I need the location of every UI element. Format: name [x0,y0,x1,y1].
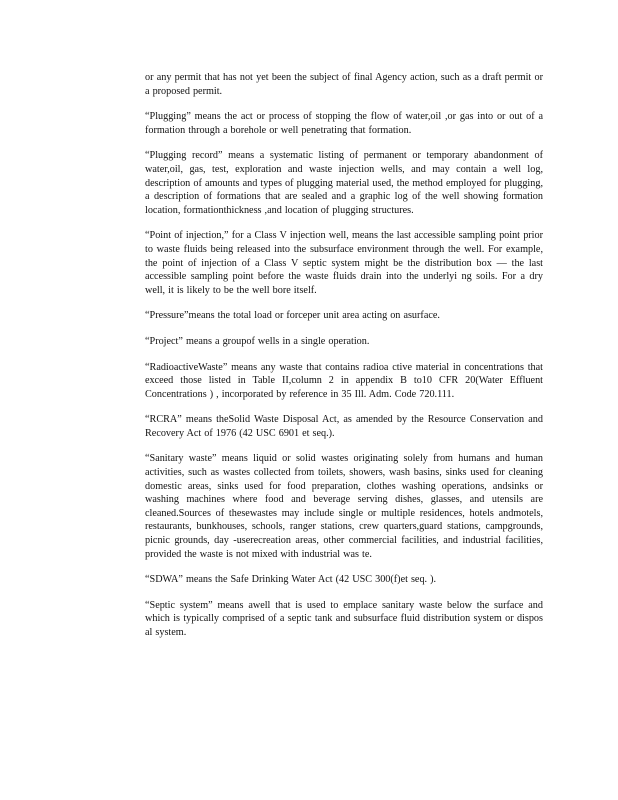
definition-plugging-record: “Plugging record” means a systematic listing of permanent or temporary abandonment of water,oil, gas, test, exploration and waste injection wells, and may contain a well log, description of amounts and types of plugging material used, the method employed for plugging, a description of formations that are sealed and a graphic log of the well showing formation location, formationthickness ,and location of plugging structures. [145,150,543,216]
definition-sanitary-waste: “Sanitary waste” means liquid or solid wastes originating solely from humans and human activities, such as wastes collected from toilets, showers, wash basins, sinks used for cleaning domestic areas, sinks used for food preparation, clothes washing operations, andsinks or washing machines where food and beverage serving dishes, glasses, and utensils are cleaned.Sources of thesewastes may include single or multiple residences, hotels andmotels, restaurants, bunkhouses, schools, ranger stations, crew quarters,guard stations, campgrounds, picnic grounds, day -userecreation areas, other commercial facilities, and industrial facilities, provided the waste is not mixed with industrial was te. [145,453,543,560]
definition-septic-system: “Septic system” means awell that is used to emplace sanitary waste below the surface and which is typically comprised of a septic tank and subsurface fluid distribution system or dispos al system. [145,599,543,638]
definition-plugging: “Plugging” means the act or process of stopping the flow of water,oil ,or gas into or out of a formation through a borehole or well penetrating that formation. [145,111,543,136]
definition-project: “Project” means a groupof wells in a single operation. [145,335,370,347]
definition-pressure: “Pressure”means the total load or forceper unit area acting on asurface. [145,310,440,322]
definitions-body [145,71,543,652]
definition-point-of-injection: “Point of injection,” for a Class V injection well, means the last accessible sampling point prior to waste fluids being released into the subsurface environment through the well. For example, the point of injection of a Class V septic system might be the distribution box — the last accessible sampling point before the waste fluids drain into the underlyi ng soils. For a dry well, it is likely to be the well bore itself. [145,230,543,296]
definition-rcra: “RCRA” means theSolid Waste Disposal Act, as amended by the Resource Conservation and Recovery Act of 1976 (42 USC 6901 et seq.). [145,414,543,439]
definition-radioactive-waste: “RadioactiveWaste” means any waste that contains radioa ctive material in concentrations that exceed those listed in Table II,column 2 in appendix B to10 CFR 20(Water Effluent Concentrations ) , incorporated by reference in 35 Ill. Adm. Code 720.111. [145,361,543,400]
paragraph-permit-continuation: or any permit that has not yet been the subject of final Agency action, such as a draft permit or a proposed permit. [145,72,543,97]
definition-sdwa: “SDWA” means the Safe Drinking Water Act (42 USC 300(f)et seq. ). [145,574,437,586]
